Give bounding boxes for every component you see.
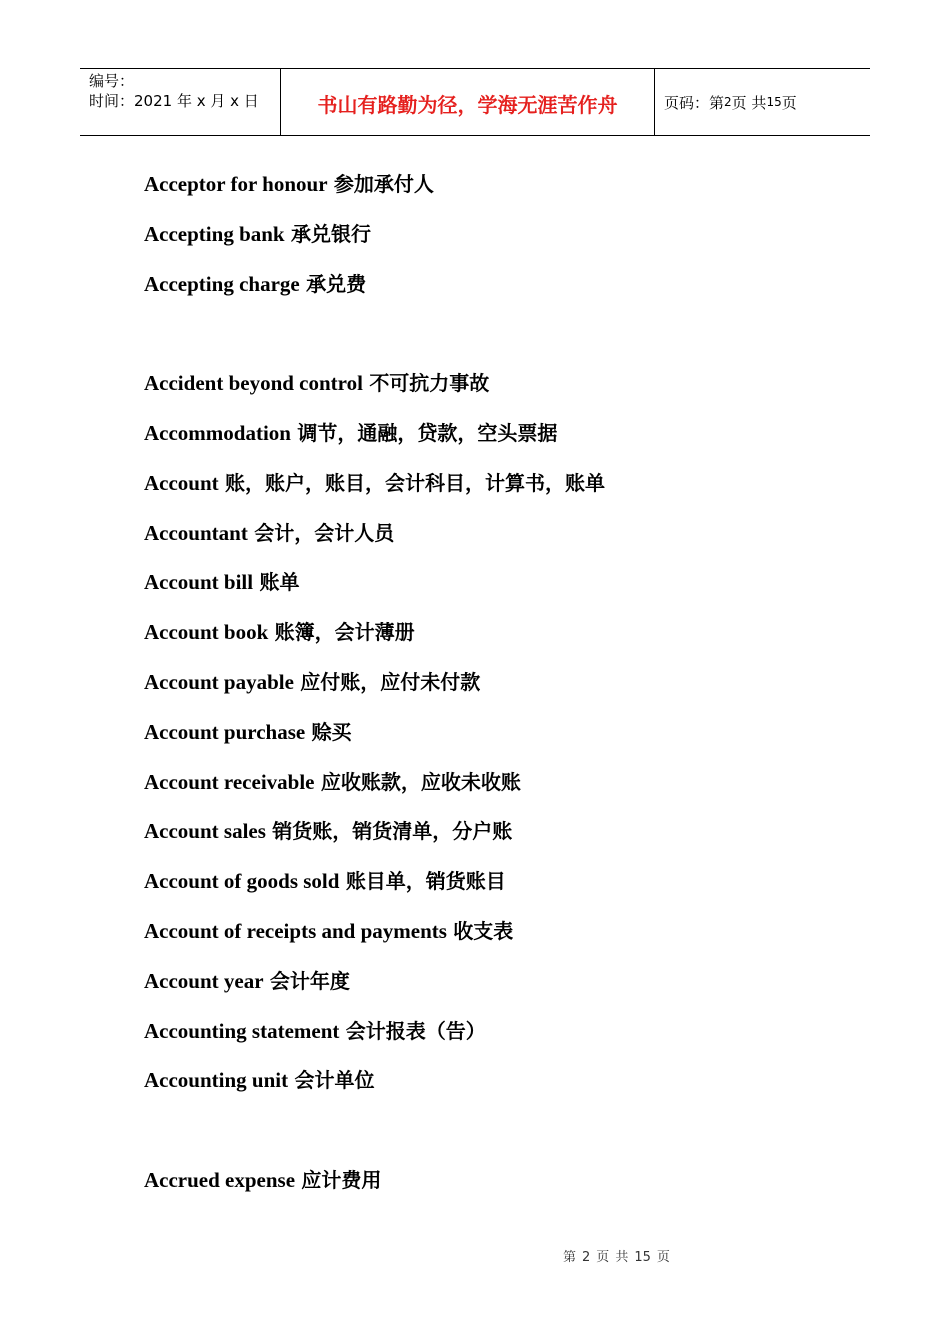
list-item (144, 716, 824, 766)
serial-label: 编号： (89, 72, 135, 90)
page-suffix: 页 (781, 93, 797, 112)
term-en: Account year (144, 968, 264, 993)
list-item (144, 865, 824, 915)
term-cn: 参加承付人 (333, 172, 434, 196)
term-cn: 会计年度 (269, 968, 350, 993)
list-item (144, 1015, 824, 1065)
list-item (144, 1164, 824, 1214)
blank-line (144, 1114, 824, 1164)
footer-page-number (563, 1246, 670, 1265)
list-item (144, 367, 824, 417)
term-cn: 会计，会计人员 (254, 520, 395, 545)
term-cn: 应付账，应付未付款 (300, 669, 481, 694)
blank-line (144, 317, 824, 367)
header-motto-cell (281, 69, 655, 135)
page-prefix: 页码：第 (664, 93, 725, 112)
list-item (144, 965, 824, 1015)
term-en: Accepting charge (144, 271, 300, 296)
term-en: Account of receipts and payments (144, 918, 447, 943)
term-en: Account sales (144, 819, 266, 844)
list-item (144, 1064, 824, 1114)
footer-word: 共 (615, 1250, 629, 1265)
glossary-list (144, 168, 824, 1214)
footer-word: 第 (563, 1250, 577, 1265)
list-item (144, 268, 824, 318)
term-en: Account purchase (144, 719, 306, 744)
motto-text: 书山有路勤为径，学海无涯苦作舟 (317, 92, 618, 117)
footer-current: 2 (582, 1250, 591, 1265)
term-en: Account payable (144, 669, 294, 694)
term-en: Account book (144, 620, 269, 645)
page-total: 15 (766, 95, 782, 109)
term-cn: 会计报表（告） (345, 1018, 486, 1043)
term-en: Accrued expense (144, 1167, 296, 1192)
page-header (80, 68, 870, 136)
list-item (144, 168, 824, 218)
footer-total: 15 (634, 1250, 651, 1265)
term-en: Accounting unit (144, 1068, 289, 1093)
term-en: Accountant (144, 520, 248, 545)
term-en: Account receivable (144, 769, 315, 794)
list-item (144, 766, 824, 816)
term-en: Account of goods sold (144, 869, 340, 894)
term-en: Account bill (144, 570, 254, 595)
time-label: 时间：2021 年 x 月 x 日 (89, 92, 259, 110)
term-en: Accepting bank (144, 221, 285, 246)
list-item (144, 467, 824, 517)
list-item (144, 566, 824, 616)
page-current: 2 (724, 95, 732, 109)
term-cn: 账单 (259, 570, 300, 595)
term-cn: 应计费用 (301, 1167, 382, 1192)
term-cn: 应收账款，应收未收账 (320, 769, 521, 794)
term-en: Accommodation (144, 420, 291, 445)
term-en: Accident beyond control (144, 371, 363, 396)
term-cn: 账簿，会计薄册 (274, 620, 415, 645)
term-cn: 承兑银行 (290, 221, 371, 246)
header-info-cell (80, 69, 281, 135)
list-item (144, 915, 824, 965)
term-cn: 会计单位 (294, 1068, 375, 1093)
term-cn: 收支表 (453, 918, 514, 943)
term-en: Accounting statement (144, 1018, 340, 1043)
header-page-cell (655, 69, 870, 135)
list-item (144, 666, 824, 716)
term-cn: 账，账户，账目，会计科目，计算书，账单 (225, 470, 606, 495)
term-cn: 账目单，销货账目 (345, 869, 506, 894)
footer-word: 页 (596, 1250, 610, 1265)
term-en: Acceptor for honour (144, 172, 328, 196)
list-item (144, 815, 824, 865)
term-cn: 销货账，销货清单，分户账 (272, 819, 513, 844)
list-item (144, 218, 824, 268)
term-cn: 不可抗力事故 (369, 371, 490, 396)
term-cn: 承兑费 (306, 271, 367, 296)
list-item (144, 517, 824, 567)
term-cn: 调节，通融，贷款，空头票据 (297, 420, 558, 445)
term-en: Account (144, 470, 219, 495)
list-item (144, 417, 824, 467)
page-mid: 页 共 (731, 93, 767, 112)
footer-word: 页 (656, 1250, 670, 1265)
list-item (144, 616, 824, 666)
term-cn: 赊买 (311, 719, 352, 744)
